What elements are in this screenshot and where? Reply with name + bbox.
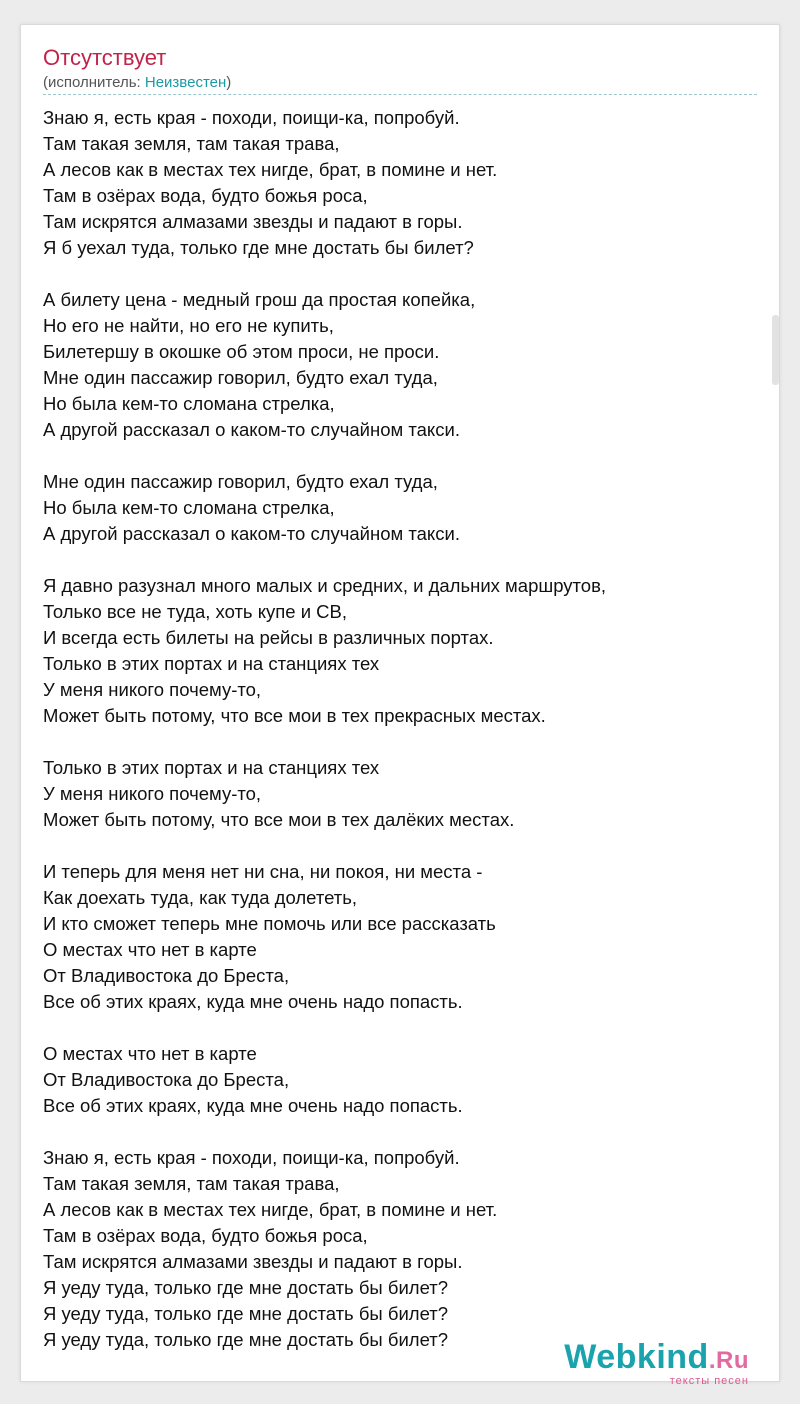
lyric-line: Но была кем-то сломана стрелка, bbox=[43, 497, 335, 518]
lyric-line: Может быть потому, что все мои в тех прекрасных местах. bbox=[43, 705, 546, 726]
lyric-line: Только все не туда, хоть купе и СВ, bbox=[43, 601, 348, 622]
lyric-line: Все об этих краях, куда мне очень надо попасть. bbox=[43, 1095, 463, 1116]
lyric-line: Может быть потому, что все мои в тех далёких местах. bbox=[43, 809, 515, 830]
lyric-line: Но его не найти, но его не купить, bbox=[43, 315, 334, 336]
lyric-line: Там такая земля, там такая трава, bbox=[43, 1173, 340, 1194]
lyric-line: А другой рассказал о каком-то случайном такси. bbox=[43, 419, 460, 440]
lyric-line: Только в этих портах и на станциях тех bbox=[43, 757, 380, 778]
lyric-line: И кто сможет теперь мне помочь или все рассказать bbox=[43, 913, 496, 934]
lyric-line: Знаю я, есть края - походи, поищи-ка, попробуй. bbox=[43, 107, 460, 128]
lyric-line: Но была кем-то сломана стрелка, bbox=[43, 393, 335, 414]
logo-wordmark bbox=[564, 1340, 749, 1378]
lyric-line: И всегда есть билеты на рейсы в различных портах. bbox=[43, 627, 494, 648]
lyric-line: Там такая земля, там такая трава, bbox=[43, 133, 340, 154]
lyric-line: Мне один пассажир говорил, будто ехал туда, bbox=[43, 367, 438, 388]
stanza-break bbox=[43, 1015, 759, 1041]
lyric-line: Я уеду туда, только где мне достать бы билет? bbox=[43, 1329, 449, 1350]
site-logo[interactable] bbox=[564, 1340, 749, 1387]
lyric-line: Там в озёрах вода, будто божья роса, bbox=[43, 185, 368, 206]
logo-tagline: тексты песен bbox=[669, 1375, 749, 1387]
stanza-break bbox=[43, 547, 759, 573]
lyric-line: Билетершу в окошке об этом проси, не проси. bbox=[43, 341, 440, 362]
lyric-line: У меня никого почему-то, bbox=[43, 679, 262, 700]
lyric-line: Я уеду туда, только где мне достать бы билет? bbox=[43, 1303, 449, 1324]
artist-suffix: ) bbox=[226, 74, 232, 91]
lyric-line: Только в этих портах и на станциях тех bbox=[43, 653, 380, 674]
stanza-break bbox=[43, 1119, 759, 1145]
lyric-line: От Владивостока до Бреста, bbox=[43, 965, 290, 986]
lyrics-text bbox=[43, 105, 759, 1353]
lyric-line: А лесов как в местах тех нигде, брат, в помине и нет. bbox=[43, 159, 498, 180]
lyric-line: У меня никого почему-то, bbox=[43, 783, 262, 804]
lyric-line: Мне один пассажир говорил, будто ехал туда, bbox=[43, 471, 438, 492]
lyric-line: А билету цена - медный грош да простая копейка, bbox=[43, 289, 476, 310]
lyric-line: Я б уехал туда, только где мне достать бы билет? bbox=[43, 237, 474, 258]
lyric-line: О местах что нет в карте bbox=[43, 939, 257, 960]
lyric-line: Знаю я, есть края - походи, поищи-ка, попробуй. bbox=[43, 1147, 460, 1168]
scrollbar[interactable] bbox=[772, 315, 779, 385]
stanza-break bbox=[43, 833, 759, 859]
logo-name: Webkind bbox=[564, 1338, 709, 1376]
artist-line bbox=[43, 74, 231, 92]
lyric-line: Я давно разузнал много малых и средних, и дальних маршрутов, bbox=[43, 575, 607, 596]
lyric-line: И теперь для меня нет ни сна, ни покоя, ни места - bbox=[43, 861, 483, 882]
stanza-break bbox=[43, 443, 759, 469]
logo-tld: .Ru bbox=[708, 1347, 749, 1374]
lyric-line: Там искрятся алмазами звезды и падают в горы. bbox=[43, 1251, 463, 1272]
song-title: Отсутствует bbox=[43, 45, 167, 70]
artist-prefix: (исполнитель: bbox=[43, 74, 145, 91]
lyric-line: Там искрятся алмазами звезды и падают в горы. bbox=[43, 211, 463, 232]
lyric-line: А другой рассказал о каком-то случайном такси. bbox=[43, 523, 460, 544]
lyric-line: От Владивостока до Бреста, bbox=[43, 1069, 290, 1090]
lyric-line: Все об этих краях, куда мне очень надо попасть. bbox=[43, 991, 463, 1012]
lyrics-card bbox=[20, 24, 780, 1387]
lyric-line: Я уеду туда, только где мне достать бы билет? bbox=[43, 1277, 449, 1298]
lyric-line: Там в озёрах вода, будто божья роса, bbox=[43, 1225, 368, 1246]
lyric-line: А лесов как в местах тех нигде, брат, в помине и нет. bbox=[43, 1199, 498, 1220]
artist-link[interactable]: Неизвестен bbox=[144, 74, 227, 91]
stanza-break bbox=[43, 261, 759, 287]
lyric-line: Как доехать туда, как туда долететь, bbox=[43, 887, 358, 908]
lyric-line: О местах что нет в карте bbox=[43, 1043, 257, 1064]
stanza-break bbox=[43, 729, 759, 755]
title-divider bbox=[43, 94, 757, 95]
